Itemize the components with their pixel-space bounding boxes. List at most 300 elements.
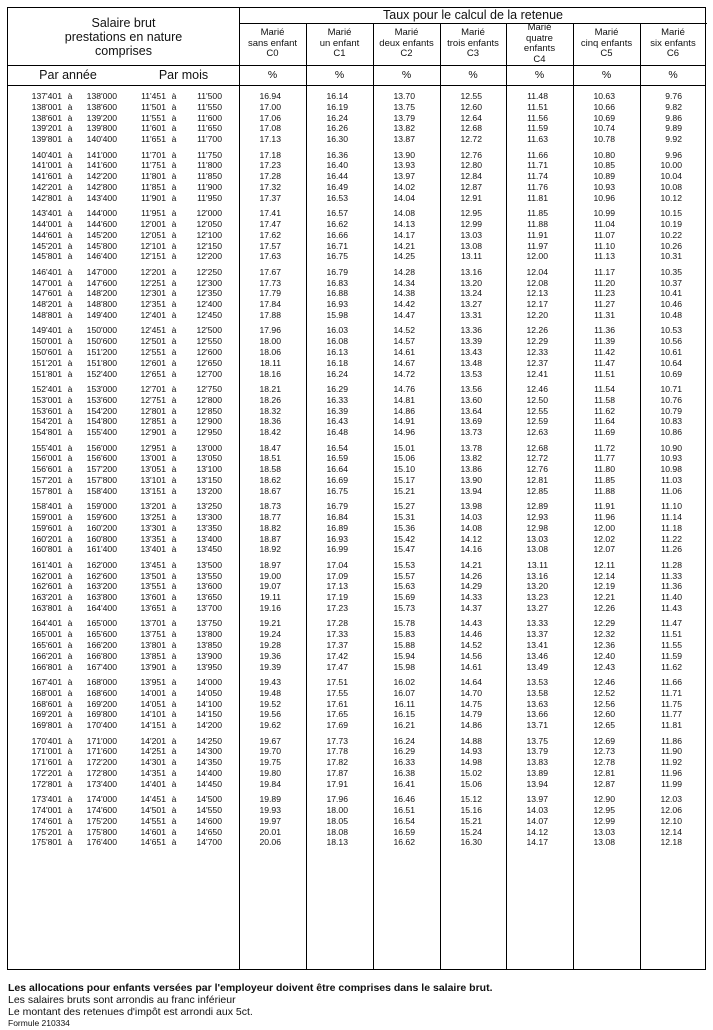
table-row	[8, 501, 707, 512]
month-to: 13'700	[196, 603, 222, 613]
rate-title: Taux pour le calcul de la retenue	[383, 8, 563, 22]
rate-c4: 12.76	[526, 464, 548, 475]
rate-c6: 10.56	[660, 336, 682, 347]
year-to: 160'200	[86, 522, 117, 533]
month-from: 11'501	[141, 101, 166, 112]
rate-c2: 16.51	[393, 805, 415, 815]
rate-c3: 13.60	[460, 394, 482, 405]
month-from: 12'401	[140, 310, 166, 320]
rate-c2: 16.21	[393, 720, 415, 731]
year-from: 162'001	[31, 570, 62, 581]
rate-c6: 11.43	[661, 603, 682, 613]
rate-c0: 19.24	[259, 629, 281, 640]
range-connector: à	[171, 544, 177, 555]
rate-c1: 16.08	[326, 336, 348, 347]
rate-c1: 16.69	[326, 475, 348, 485]
year-from: 168'001	[31, 687, 62, 698]
year-to: 163'800	[86, 592, 117, 603]
rate-c6: 11.10	[661, 501, 682, 512]
table-row	[8, 640, 707, 651]
rate-c5: 12.32	[593, 629, 615, 640]
rate-c6: 11.14	[661, 512, 682, 522]
month-from: 13'051	[140, 464, 166, 475]
rate-c2: 15.63	[393, 581, 415, 592]
range-connector: à	[171, 208, 177, 219]
rate-c3: 14.16	[460, 544, 482, 555]
rate-c4: 12.98	[526, 522, 548, 533]
range-connector: à	[171, 368, 177, 379]
rate-c4: 12.93	[526, 512, 548, 522]
rate-c0: 18.06	[259, 347, 281, 357]
rate-c0: 18.62	[259, 475, 281, 485]
rate-c4: 12.55	[526, 405, 548, 416]
year-to: 160'800	[86, 533, 117, 544]
range-connector: à	[171, 427, 177, 438]
month-to: 11'650	[197, 123, 222, 134]
rate-c4: 13.41	[526, 640, 548, 650]
rate-c6: 11.92	[661, 757, 682, 768]
rate-c3: 13.82	[460, 453, 482, 464]
rate-c6: 11.62	[661, 661, 682, 672]
month-from: 11'601	[141, 123, 166, 134]
month-to: 13'450	[196, 544, 222, 555]
table-row	[8, 230, 707, 241]
range-connector: à	[67, 544, 73, 555]
year-to: 148'800	[86, 299, 117, 310]
range-connector: à	[67, 134, 73, 145]
month-to: 12'550	[196, 336, 222, 347]
rate-c2: 15.47	[393, 544, 415, 555]
table-row	[8, 416, 707, 427]
month-to: 14'450	[196, 778, 222, 789]
rate-c2: 14.52	[393, 325, 415, 336]
month-from: 14'451	[140, 794, 166, 805]
month-from: 11'801	[141, 171, 166, 182]
col-line: C2	[400, 48, 413, 60]
rate-c4: 13.94	[526, 778, 548, 789]
rate-c6: 10.31	[660, 251, 682, 262]
month-from: 13'201	[140, 501, 166, 512]
rate-c1: 17.69	[326, 720, 348, 731]
rate-c0: 18.97	[259, 559, 281, 570]
rate-c4: 12.37	[526, 357, 548, 368]
range-connector: à	[67, 368, 73, 379]
year-from: 158'401	[31, 501, 62, 512]
rate-c6: 11.99	[661, 778, 682, 789]
range-connector: à	[67, 815, 73, 826]
rate-c5: 12.26	[593, 603, 615, 613]
year-from: 157'801	[31, 485, 62, 496]
rate-c5: 11.13	[594, 251, 615, 262]
month-to: 13'000	[196, 442, 222, 453]
table-row	[8, 251, 707, 262]
year-to: 166'800	[86, 650, 117, 661]
rate-c0: 17.47	[259, 219, 281, 229]
rate-c1: 18.13	[326, 837, 348, 848]
range-connector: à	[171, 778, 177, 789]
rate-c6: 11.77	[661, 709, 682, 720]
rate-c1: 16.40	[326, 160, 348, 171]
month-to: 13'350	[196, 522, 222, 533]
range-connector: à	[171, 416, 177, 427]
rate-c1: 17.47	[326, 661, 348, 672]
range-connector: à	[67, 336, 73, 347]
rate-c0: 19.52	[259, 698, 281, 709]
rate-c6: 11.96	[661, 768, 682, 778]
year-to: 138'600	[86, 101, 117, 112]
rate-c1: 17.82	[326, 757, 348, 768]
rate-c6: 10.04	[660, 171, 682, 182]
table-row	[8, 427, 707, 438]
year-from: 147'601	[31, 288, 62, 299]
rate-c1: 17.09	[326, 570, 348, 581]
year-to: 157'800	[86, 475, 117, 485]
range-connector: à	[67, 709, 73, 720]
rate-c4: 13.27	[526, 603, 548, 613]
rate-c5: 10.85	[593, 160, 615, 171]
month-to: 14'550	[196, 805, 222, 815]
year-from: 159'601	[31, 522, 62, 533]
year-from: 139'801	[31, 134, 62, 145]
month-to: 12'450	[196, 310, 222, 320]
rate-c3: 15.06	[460, 778, 482, 789]
rate-c2: 14.38	[393, 288, 415, 299]
year-to: 155'400	[86, 427, 117, 438]
rate-c5: 11.91	[594, 501, 615, 512]
table-row	[8, 736, 707, 747]
rate-c1: 17.51	[326, 677, 348, 687]
year-to: 176'400	[86, 837, 117, 848]
rate-c3: 14.86	[460, 720, 482, 731]
range-connector: à	[171, 746, 177, 757]
range-connector: à	[171, 501, 177, 512]
year-from: 160'801	[31, 544, 62, 555]
month-from: 11'751	[141, 160, 166, 171]
month-to: 11'550	[197, 101, 222, 112]
rate-c4: 13.11	[527, 559, 548, 570]
month-to: 14'150	[196, 709, 222, 720]
rate-c0: 18.73	[259, 501, 281, 512]
rate-c2: 13.75	[393, 101, 415, 112]
month-from: 12'951	[140, 442, 166, 453]
month-to: 11'500	[197, 91, 222, 101]
range-connector: à	[67, 837, 73, 848]
rate-c4: 12.20	[526, 310, 548, 320]
range-connector: à	[67, 464, 73, 475]
rate-c2: 14.08	[393, 208, 415, 219]
rate-c5: 11.47	[594, 357, 615, 368]
rate-c3: 12.91	[460, 192, 482, 203]
year-from: 142'801	[31, 192, 62, 203]
rate-c5: 12.29	[593, 618, 615, 629]
range-connector: à	[171, 347, 177, 357]
rate-table	[7, 7, 706, 970]
rate-c1: 17.33	[326, 629, 348, 640]
range-connector: à	[67, 475, 73, 485]
rate-c3: 13.73	[460, 427, 482, 438]
table-row	[8, 757, 707, 768]
rate-c1: 16.79	[326, 266, 348, 277]
range-connector: à	[67, 533, 73, 544]
month-to: 12'350	[196, 288, 222, 299]
rate-c2: 14.57	[393, 336, 415, 347]
rate-c0: 18.42	[259, 427, 281, 438]
rate-c3: 13.56	[460, 384, 482, 394]
month-from: 13'701	[140, 618, 166, 629]
table-row	[8, 805, 707, 816]
year-from: 175'801	[31, 837, 62, 848]
rate-c1: 16.36	[326, 149, 348, 160]
month-from: 13'651	[140, 603, 166, 613]
month-to: 12'950	[196, 427, 222, 438]
rate-c3: 15.02	[460, 768, 482, 778]
rate-c3: 14.08	[460, 522, 482, 533]
rate-c4: 13.58	[526, 687, 548, 698]
table-row	[8, 629, 707, 640]
col-line: deux enfants	[379, 37, 434, 49]
rate-c3: 14.98	[460, 757, 482, 768]
rate-c3: 15.12	[460, 794, 482, 805]
range-connector: à	[67, 640, 73, 650]
rate-c1: 17.19	[326, 592, 348, 603]
rate-c3: 14.43	[460, 618, 482, 629]
month-from: 12'651	[140, 368, 166, 379]
month-from: 12'251	[140, 277, 166, 288]
year-from: 166'201	[31, 650, 62, 661]
rate-c1: 16.71	[326, 240, 348, 251]
rate-c2: 13.93	[393, 160, 415, 171]
range-connector: à	[67, 826, 73, 837]
rate-c2: 13.70	[393, 91, 415, 101]
rate-c6: 10.61	[660, 347, 682, 357]
rate-c4: 13.33	[526, 618, 548, 629]
rate-c2: 15.78	[393, 618, 415, 629]
rate-c3: 12.72	[460, 134, 482, 145]
table-row	[8, 475, 707, 486]
range-connector: à	[67, 149, 73, 160]
month-from: 13'751	[140, 629, 166, 640]
table-row	[8, 709, 707, 720]
year-to: 157'200	[86, 464, 117, 475]
rate-c6: 11.51	[661, 629, 682, 640]
column-header-c1	[306, 23, 373, 65]
year-from: 153'601	[31, 405, 62, 416]
rate-c5: 11.58	[594, 394, 615, 405]
year-from: 165'001	[31, 629, 62, 640]
rate-c5: 12.56	[593, 698, 615, 709]
rate-c2: 14.72	[393, 368, 415, 379]
month-from: 11'651	[141, 134, 166, 145]
range-connector: à	[171, 182, 177, 192]
range-connector: à	[171, 768, 177, 778]
rate-c3: 13.39	[460, 336, 482, 347]
rate-c0: 17.28	[259, 171, 281, 182]
year-to: 163'200	[86, 581, 117, 592]
year-to: 175'200	[86, 815, 117, 826]
rate-c0: 19.16	[259, 603, 281, 613]
month-from: 12'051	[140, 229, 166, 240]
year-to: 162'000	[86, 559, 117, 570]
month-from: 14'051	[140, 698, 166, 709]
rate-c4: 11.85	[527, 208, 548, 219]
month-to: 13'050	[196, 453, 222, 464]
rate-c2: 15.31	[393, 512, 415, 522]
year-to: 151'800	[86, 357, 117, 368]
rate-c0: 18.11	[260, 357, 281, 368]
range-connector: à	[171, 229, 177, 240]
rate-c3: 13.86	[460, 464, 482, 475]
rate-c0: 17.96	[259, 325, 281, 336]
rate-c6: 9.76	[665, 91, 682, 101]
range-connector: à	[171, 805, 177, 815]
col-line: Marié	[594, 27, 619, 39]
range-connector: à	[171, 453, 177, 464]
month-to: 11'700	[197, 134, 222, 145]
rate-c6: 11.06	[661, 485, 682, 496]
month-from: 12'751	[140, 394, 166, 405]
rate-c2: 16.59	[393, 826, 415, 837]
range-connector: à	[67, 405, 73, 416]
rate-c3: 14.26	[460, 570, 482, 581]
range-connector: à	[67, 805, 73, 815]
rate-c6: 11.66	[661, 677, 682, 687]
rate-c2: 16.33	[393, 757, 415, 768]
range-connector: à	[67, 453, 73, 464]
rate-c2: 14.47	[393, 310, 415, 320]
month-from: 12'851	[140, 416, 166, 427]
rate-c5: 11.36	[594, 325, 615, 336]
col-line: Marié	[461, 27, 485, 39]
unit-c4: %	[534, 69, 545, 81]
year-from: 153'001	[31, 394, 62, 405]
rate-c5: 11.39	[594, 336, 615, 347]
month-to: 13'950	[196, 661, 222, 672]
year-from: 138'001	[31, 101, 62, 112]
month-to: 13'850	[196, 640, 222, 650]
rate-c5: 11.51	[594, 368, 615, 379]
month-from: 11'451	[141, 91, 166, 101]
rate-c1: 16.18	[326, 357, 348, 368]
rate-c6: 11.47	[661, 618, 682, 629]
rate-c4: 12.50	[526, 394, 548, 405]
rate-c2: 14.91	[393, 416, 415, 427]
year-from: 162'601	[31, 581, 62, 592]
year-to: 171'600	[86, 746, 117, 757]
month-to: 12'000	[196, 208, 222, 219]
table-row	[8, 150, 707, 161]
year-from: 146'401	[31, 266, 62, 277]
rate-c4: 12.08	[526, 277, 548, 288]
rate-c1: 16.59	[326, 453, 348, 464]
rate-c3: 14.88	[460, 735, 482, 746]
rate-c4: 11.76	[527, 182, 548, 192]
month-from: 14'251	[140, 746, 166, 757]
rate-c1: 15.98	[326, 310, 348, 320]
year-from: 167'401	[31, 677, 62, 687]
rate-c5: 12.52	[593, 687, 615, 698]
header-line: prestations en nature	[64, 29, 183, 44]
rate-c5: 12.46	[593, 677, 615, 687]
header-line: comprises	[95, 43, 152, 58]
month-from: 12'901	[140, 427, 166, 438]
rate-c1: 16.39	[326, 405, 348, 416]
rate-c0: 17.18	[259, 149, 281, 160]
range-connector: à	[67, 394, 73, 405]
range-connector: à	[171, 533, 177, 544]
month-to: 11'750	[197, 149, 222, 160]
rate-c4: 13.37	[526, 629, 548, 640]
rate-c4: 12.89	[526, 501, 548, 512]
rate-c1: 16.62	[326, 219, 348, 229]
rate-c5: 10.80	[593, 149, 615, 160]
year-to: 147'000	[86, 266, 117, 277]
rate-c0: 19.67	[259, 735, 281, 746]
col-line: enfants	[523, 43, 556, 54]
year-to: 165'600	[86, 629, 117, 640]
rate-c1: 17.04	[326, 559, 348, 570]
rate-c2: 15.69	[393, 592, 415, 603]
rate-c0: 19.28	[259, 640, 281, 650]
rate-c3: 14.93	[460, 746, 482, 757]
year-to: 174'600	[86, 805, 117, 815]
month-to: 14'200	[196, 720, 222, 731]
rate-c6: 10.26	[660, 240, 682, 251]
rate-c5: 10.69	[593, 112, 615, 123]
rate-c1: 18.08	[326, 826, 348, 837]
rate-c2: 16.46	[393, 794, 415, 805]
rate-c1: 16.29	[326, 384, 348, 394]
range-connector: à	[67, 512, 73, 522]
rate-c5: 11.69	[594, 427, 615, 438]
rate-c0: 19.93	[259, 805, 281, 815]
year-from: 161'401	[31, 559, 62, 570]
range-connector: à	[67, 501, 73, 512]
rate-c3: 14.52	[460, 640, 482, 650]
rate-c2: 14.42	[393, 299, 415, 310]
rate-c4: 13.23	[526, 592, 548, 603]
rate-c3: 12.87	[460, 182, 482, 192]
year-from: 163'201	[31, 592, 62, 603]
month-to: 12'250	[196, 266, 222, 277]
rate-c0: 16.94	[259, 91, 281, 101]
range-connector: à	[171, 640, 177, 650]
rate-c4: 12.85	[526, 485, 548, 496]
month-to: 13'400	[196, 533, 222, 544]
range-connector: à	[171, 384, 177, 394]
table-row	[8, 688, 707, 699]
rate-c2: 15.83	[393, 629, 415, 640]
month-from: 12'301	[140, 288, 166, 299]
range-connector: à	[67, 720, 73, 731]
month-to: 13'800	[196, 629, 222, 640]
rate-c0: 17.37	[259, 192, 281, 203]
range-connector: à	[67, 650, 73, 661]
rate-c4: 11.81	[527, 192, 548, 203]
rate-c1: 16.75	[326, 485, 348, 496]
table-row	[8, 662, 707, 673]
month-from: 13'301	[140, 522, 166, 533]
range-connector: à	[171, 512, 177, 522]
month-to: 12'800	[196, 394, 222, 405]
month-from: 13'551	[140, 581, 166, 592]
rate-c4: 13.08	[526, 544, 548, 555]
year-from: 169'801	[31, 720, 62, 731]
rate-c6: 11.28	[661, 559, 682, 570]
range-connector: à	[171, 442, 177, 453]
range-connector: à	[67, 592, 73, 603]
note-rounding-salary: Les salaires bruts sont arrondis au franc inférieur	[8, 994, 236, 1006]
rate-c1: 17.13	[326, 581, 348, 592]
